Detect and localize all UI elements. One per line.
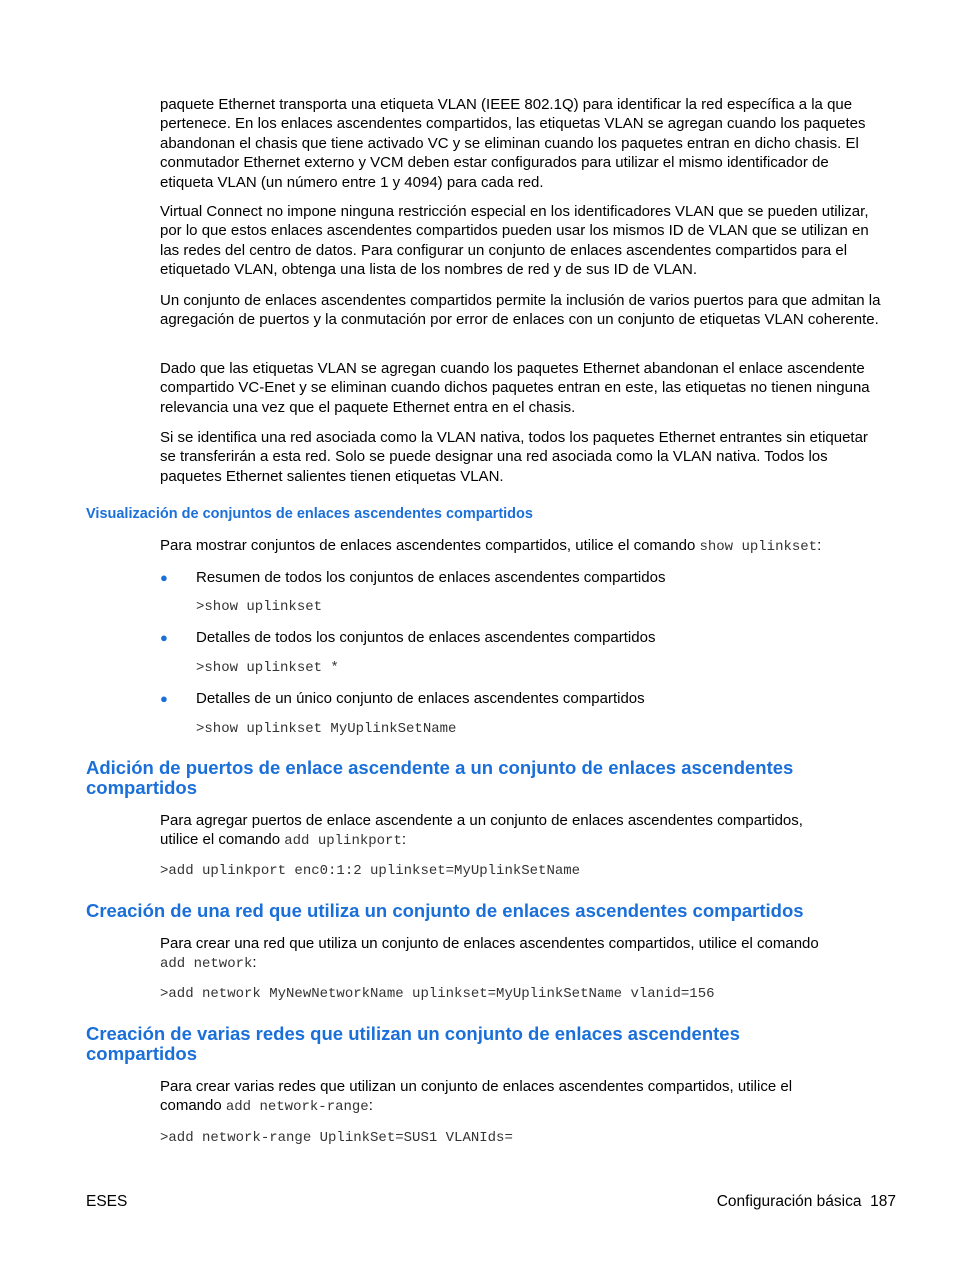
intro-end: : [401,831,407,849]
intro-line: Para agregar puertos de enlace ascendente a un conjunto de enlaces ascendentes compartidos, [160,812,803,829]
bullet-dot-icon: ● [160,691,168,706]
intro-line [160,830,885,851]
heading-view-uplink-sets: Visualización de conjuntos de enlaces ascendentes compartidos [86,506,533,522]
code-show-uplinkset: >show uplinkset [196,599,323,615]
intro-code: add network-range [225,1099,369,1116]
heading-add-uplink-ports [86,758,886,797]
paragraph-native-vlan: Si se identifica una red asociada como la VLAN nativa, todos los paquetes Ethernet entrantes sin etiquetar se transferirán a esta red. Solo se puede designar una red asociada como la VLAN nativa. Todos los paquetes Ethernet salientes tienen etiquetas VLAN. [160,429,868,485]
heading-line: Creación de varias redes que utilizan un conjunto de enlaces ascendentes [86,1023,740,1044]
code-add-network-range: >add network-range UplinkSet=SUS1 VLANIds= [160,1130,513,1146]
list-item-text: Detalles de un único conjunto de enlaces ascendentes compartidos [196,690,645,707]
intro-end: : [252,954,257,972]
footer-right [717,1192,896,1211]
intro-end: : [368,1097,373,1115]
heading-line: compartidos [86,776,198,798]
view-intro [160,536,885,557]
heading-create-networks [86,1024,886,1063]
code-show-uplinkset-name: >show uplinkset MyUplinkSetName [196,721,457,737]
create-networks-intro [160,1077,885,1118]
intro-code: add uplinkport [284,833,402,850]
page-number: 187 [870,1193,896,1210]
view-intro-text: Para mostrar conjuntos de enlaces ascendentes compartidos, utilice el comando [160,537,700,554]
heading-line: compartidos [86,1042,198,1064]
view-intro-end: : [817,537,822,554]
intro-text: utilice el comando [160,831,285,849]
paragraph-vlan-relevance: Dado que las etiquetas VLAN se agregan cuando los paquetes Ethernet abandonan el enlace ascendente compartido VC-Enet y se eliminan cuando dichos paquetes entran en este, las etiquetas no tienen ninguna relevancia una vez que el paquete Ethernet entra en el chasis. [160,360,870,416]
bullet-dot-icon: ● [160,630,168,645]
list-item-text: Resumen de todos los conjuntos de enlaces ascendentes compartidos [196,569,666,586]
heading-create-network: Creación de una red que utiliza un conjunto de enlaces ascendentes compartidos [86,900,804,921]
heading-line: Adición de puertos de enlace ascendente a un conjunto de enlaces ascendentes [86,757,794,778]
intro-text: comando [160,1097,226,1115]
paragraph-uplink-set: Un conjunto de enlaces ascendentes compartidos permite la inclusión de varios puertos para que admitan la agregación de puertos y la conmutación por error de enlaces con un conjunto de etiquetas VLAN coherente. [160,292,881,329]
paragraph-vlan-tag: paquete Ethernet transporta una etiqueta VLAN (IEEE 802.1Q) para identificar la red específica a la que pertenece. En los enlaces ascendentes compartidos, las etiquetas VLAN se agregan cuando los paquetes abandonan el chasis que tiene activado VC y se eliminan cuando los paquetes entran en dicho chasis. El conmutador Ethernet externo y VCM deben estar configurados para utilizar el mismo identificador de etiqueta VLAN (un número entre 1 y 4094) para cada red. [160,96,866,191]
intro-line [160,953,885,974]
intro-line: Para crear una red que utiliza un conjunto de enlaces ascendentes compartidos, utilice el comando [160,935,819,952]
code-show-uplinkset-all: >show uplinkset * [196,660,339,676]
intro-line: Para crear varias redes que utilizan un conjunto de enlaces ascendentes compartidos, utilice el [160,1078,793,1095]
intro-line [160,1096,885,1117]
code-add-network: >add network MyNewNetworkName uplinkset=MyUplinkSetName vlanid=156 [160,986,715,1002]
view-intro-code: show uplinkset [699,539,818,555]
code-add-uplinkport: >add uplinkport enc0:1:2 uplinkset=MyUplinkSetName [160,863,581,879]
paragraph-virtual-connect: Virtual Connect no impone ninguna restricción especial en los identificadores VLAN que se pueden utilizar, por lo que estos enlaces ascendentes compartidos pueden usar los mismos ID de VLAN que se utilizan en las redes del centro de datos. Para configurar un conjunto de enlaces ascendentes compartidos para el etiquetado VLAN, obtenga una lista de los nombres de red y de sus ID de VLAN. [160,203,869,279]
list-item-text: Detalles de todos los conjuntos de enlaces ascendentes compartidos [196,629,656,646]
footer-section-title: Configuración básica [716,1193,862,1210]
bullet-dot-icon: ● [160,570,168,585]
create-network-intro [160,934,885,975]
intro-code: add network [160,956,253,973]
footer-left: ESES [86,1193,128,1210]
add-ports-intro [160,811,885,852]
